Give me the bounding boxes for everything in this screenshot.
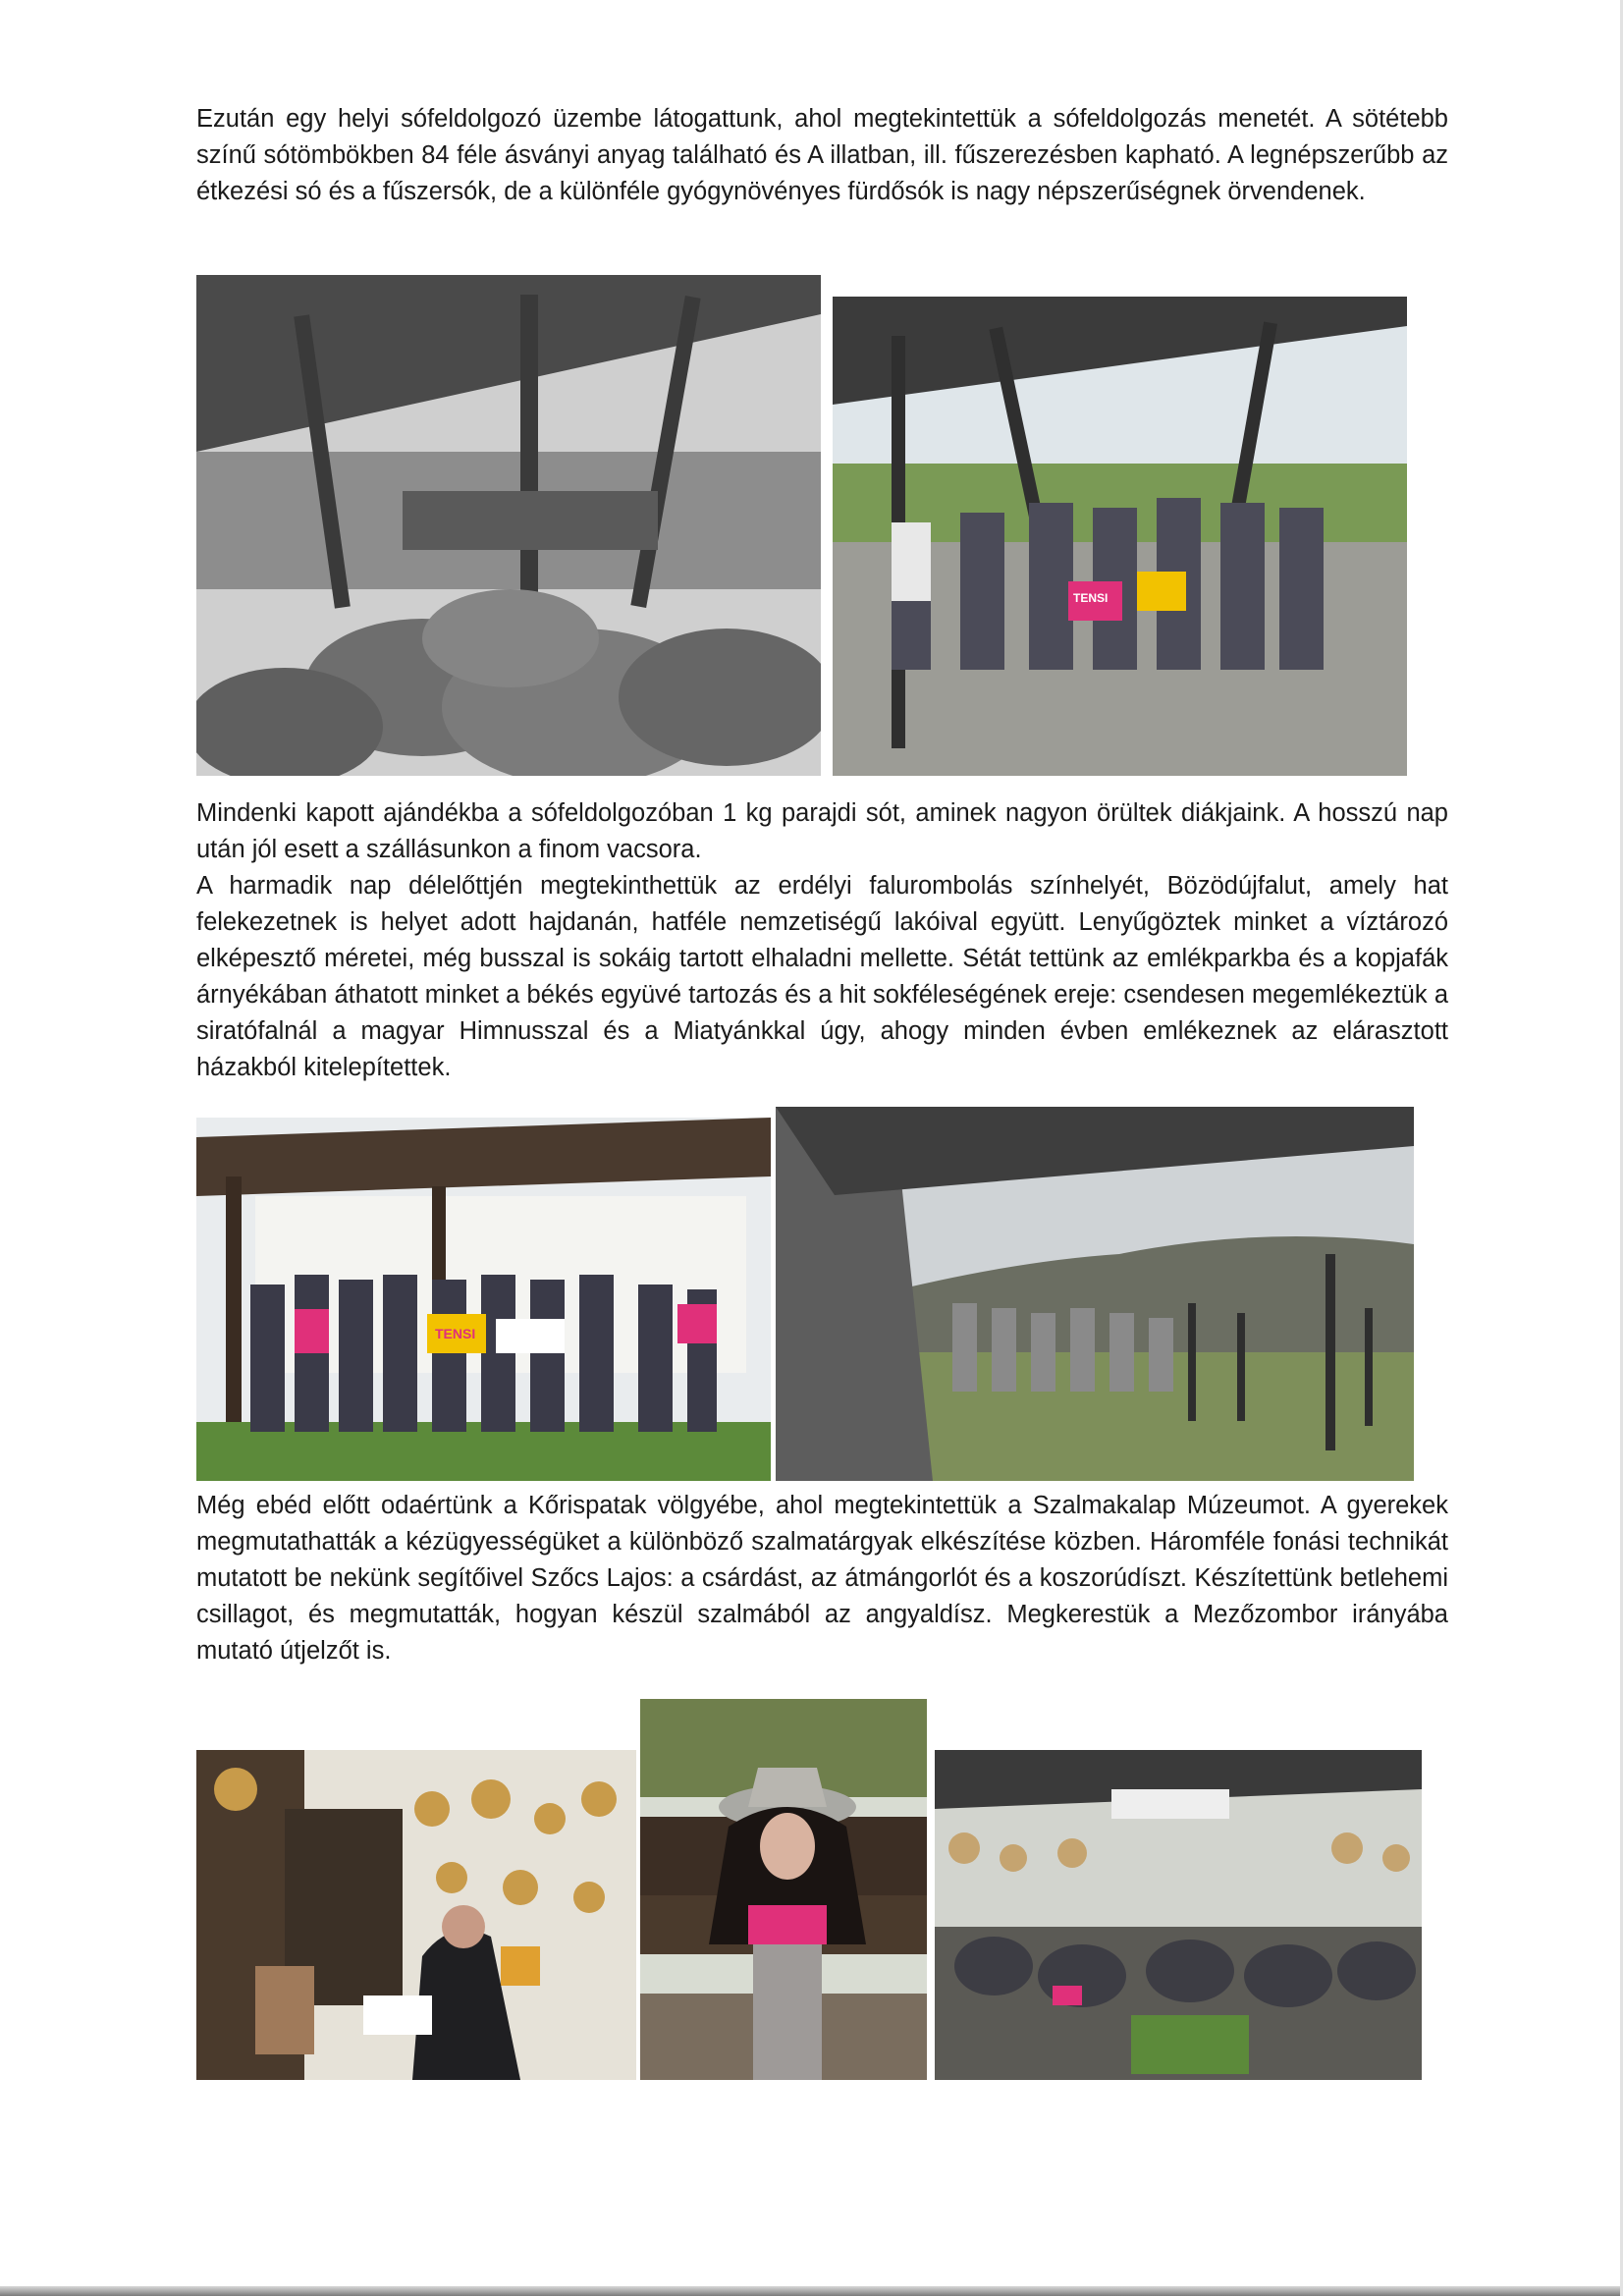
scan-bottom-edge xyxy=(0,2286,1623,2296)
photo-workshop-group xyxy=(935,1750,1422,2080)
photo-kopjafa-park xyxy=(776,1107,1414,1481)
paragraph-gift-salt: Mindenki kapott ajándékba a sófeldolgozóban 1 kg parajdi sót, aminek nagyon örültek diákjaink. A hosszú nap után jól esett a szállásunkon a finom vacsora. xyxy=(196,799,1448,863)
photo-salt-rocks-bw xyxy=(196,275,821,776)
photo-straw-museum-interior xyxy=(196,1750,636,2080)
paragraph-salt-factory: Ezután egy helyi sófeldolgozó üzembe látogattunk, ahol megtekintettük a sófeldolgozás menetét. A sötétebb színű sótömbökben 84 féle ásványi anyag található és A illatban, ill. fűszerezésben kapható. A legnépszerűbb az étkezési só és a fűszersók, de a különféle gyógynövényes fürdősók is nagy népszerűségnek örvendenek. xyxy=(196,105,1448,205)
tensi-sign-1: TENSI xyxy=(1073,591,1109,605)
tensi-sign-2: TENSI xyxy=(435,1326,476,1341)
photo-group-memorial xyxy=(196,1118,771,1481)
photo-group-under-shelter xyxy=(833,297,1407,776)
paragraph-szalmakalap-museum: Még ebéd előtt odaértünk a Kőrispatak völgyébe, ahol megtekintettük a Szalmakalap Múzeumot. A gyerekek megmutathatták a kézügyességüket a különböző szalmatárgyak elkészítése közben. Háromféle fonási technikát mutatott be nekünk segítőivel Szőcs Lajos: a csárdást, az átmángorlót és a koszorúdíszt. Készítettünk betlehemi csillagot, és megmutatták, hogyan készül szalmából az angyaldísz. Megkerestük a Mezőzombor irányába mutató útjelzőt is. xyxy=(196,1492,1448,1665)
photo-girl-straw-hat xyxy=(640,1699,927,2080)
paragraph-bozodujfalu: A harmadik nap délelőttjén megtekinthettük az erdélyi falurombolás színhelyét, Bözödújfalut, amely hat felekezetnek is helyet adott hajdanán, hatféle nemzetiségű lakóival együtt. Lenyűgöztek minket a víztározó elképesztő méretei, még busszal is sokáig tartott elhaladni mellette. Sétát tettünk az emlékparkba és a kopjafák árnyékában áthatott minket a békés együvé tartozás és a hit sokféleségének ereje: csendesen megemlékeztük a siratófalnál a magyar Himnusszal és a Miatyánkkal úgy, ahogy minden évben emlékeznek az elárasztott házakból kitelepítettek. xyxy=(196,872,1448,1081)
